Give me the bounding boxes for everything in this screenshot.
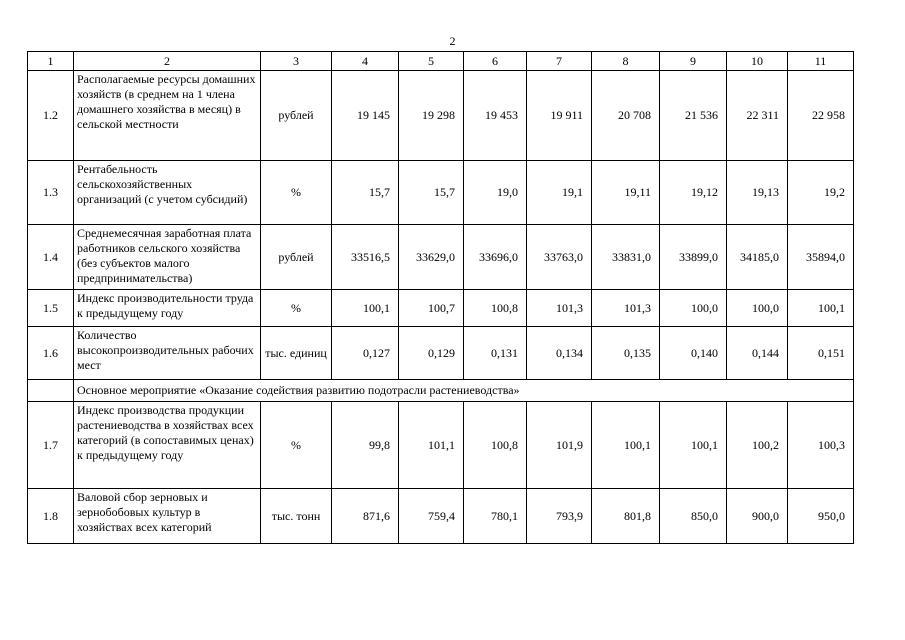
row-value: 100,1	[592, 402, 660, 489]
row-value: 15,7	[332, 161, 399, 225]
header-cell: 7	[527, 52, 592, 71]
row-value: 101,3	[527, 290, 592, 327]
row-value: 950,0	[788, 489, 854, 544]
section-row	[28, 380, 854, 402]
header-cell: 2	[74, 52, 261, 71]
header-cell: 3	[261, 52, 332, 71]
header-cell: 4	[332, 52, 399, 71]
table-row	[28, 327, 854, 380]
row-value: 20 708	[592, 71, 660, 161]
row-value: 33696,0	[464, 225, 527, 290]
row-description: Индекс производства продукции растениеводства в хозяйствах всех категорий (в сопоставимых ценах) к предыдущему году	[74, 402, 261, 489]
row-value: 19,11	[592, 161, 660, 225]
row-unit: тыс. единиц	[261, 327, 332, 380]
row-value: 100,8	[464, 290, 527, 327]
row-value: 801,8	[592, 489, 660, 544]
row-value: 19,13	[727, 161, 788, 225]
section-title: Основное мероприятие «Оказание содействия развитию подотрасли растениеводства»	[74, 380, 854, 402]
row-value: 19,0	[464, 161, 527, 225]
table-row	[28, 290, 854, 327]
row-value: 100,7	[399, 290, 464, 327]
row-value: 871,6	[332, 489, 399, 544]
table-row	[28, 489, 854, 544]
row-unit: рублей	[261, 71, 332, 161]
table-row	[28, 225, 854, 290]
row-value: 793,9	[527, 489, 592, 544]
row-value: 99,8	[332, 402, 399, 489]
row-value: 22 958	[788, 71, 854, 161]
row-value: 33831,0	[592, 225, 660, 290]
table-row	[28, 402, 854, 489]
row-id: 1.5	[28, 290, 74, 327]
row-id: 1.4	[28, 225, 74, 290]
row-value: 100,0	[660, 290, 727, 327]
row-unit: %	[261, 402, 332, 489]
row-value: 759,4	[399, 489, 464, 544]
row-description: Рентабельность сельскохозяйственных организаций (с учетом субсидий)	[74, 161, 261, 225]
header-cell: 1	[28, 52, 74, 71]
row-id: 1.3	[28, 161, 74, 225]
row-value: 35894,0	[788, 225, 854, 290]
row-value: 0,129	[399, 327, 464, 380]
row-id: 1.7	[28, 402, 74, 489]
page-number: 2	[449, 34, 456, 48]
row-value: 100,1	[660, 402, 727, 489]
row-value: 19,1	[527, 161, 592, 225]
row-value: 33763,0	[527, 225, 592, 290]
row-value: 0,151	[788, 327, 854, 380]
row-description: Количество высокопроизводительных рабочих мест	[74, 327, 261, 380]
row-unit: тыс. тонн	[261, 489, 332, 544]
header-cell: 5	[399, 52, 464, 71]
header-cell: 11	[788, 52, 854, 71]
row-value: 101,1	[399, 402, 464, 489]
row-value: 19,2	[788, 161, 854, 225]
row-description: Располагаемые ресурсы домашних хозяйств (в среднем на 1 члена домашнего хозяйства в месяц) в сельской местности	[74, 71, 261, 161]
row-value: 33516,5	[332, 225, 399, 290]
row-value: 19 145	[332, 71, 399, 161]
row-value: 19 911	[527, 71, 592, 161]
row-value: 100,8	[464, 402, 527, 489]
header-cell: 6	[464, 52, 527, 71]
row-description: Валовой сбор зерновых и зернобобовых культур в хозяйствах всех категорий	[74, 489, 261, 544]
row-value: 101,9	[527, 402, 592, 489]
row-value: 900,0	[727, 489, 788, 544]
row-description: Индекс производительности труда к предыдущему году	[74, 290, 261, 327]
row-id: 1.6	[28, 327, 74, 380]
row-value: 101,3	[592, 290, 660, 327]
row-value: 33899,0	[660, 225, 727, 290]
indicators-table	[27, 51, 854, 544]
row-unit: %	[261, 290, 332, 327]
row-unit: %	[261, 161, 332, 225]
table-row	[28, 161, 854, 225]
row-value: 22 311	[727, 71, 788, 161]
row-value: 100,1	[788, 290, 854, 327]
row-id: 1.2	[28, 71, 74, 161]
header-cell: 8	[592, 52, 660, 71]
table-row	[28, 71, 854, 161]
row-value: 780,1	[464, 489, 527, 544]
row-value: 0,134	[527, 327, 592, 380]
row-value: 0,144	[727, 327, 788, 380]
row-unit: рублей	[261, 225, 332, 290]
row-value: 34185,0	[727, 225, 788, 290]
row-description: Среднемесячная заработная плата работников сельского хозяйства (без субъектов малого предпринимательства)	[74, 225, 261, 290]
row-value: 15,7	[399, 161, 464, 225]
row-value: 100,2	[727, 402, 788, 489]
header-row	[28, 52, 854, 71]
row-value: 100,1	[332, 290, 399, 327]
row-value: 0,140	[660, 327, 727, 380]
row-value: 0,131	[464, 327, 527, 380]
row-value: 100,0	[727, 290, 788, 327]
section-empty-cell	[28, 380, 74, 402]
row-value: 19,12	[660, 161, 727, 225]
header-cell: 9	[660, 52, 727, 71]
header-cell: 10	[727, 52, 788, 71]
row-value: 19 298	[399, 71, 464, 161]
row-value: 19 453	[464, 71, 527, 161]
row-value: 33629,0	[399, 225, 464, 290]
row-value: 100,3	[788, 402, 854, 489]
row-value: 21 536	[660, 71, 727, 161]
row-id: 1.8	[28, 489, 74, 544]
row-value: 850,0	[660, 489, 727, 544]
row-value: 0,127	[332, 327, 399, 380]
row-value: 0,135	[592, 327, 660, 380]
